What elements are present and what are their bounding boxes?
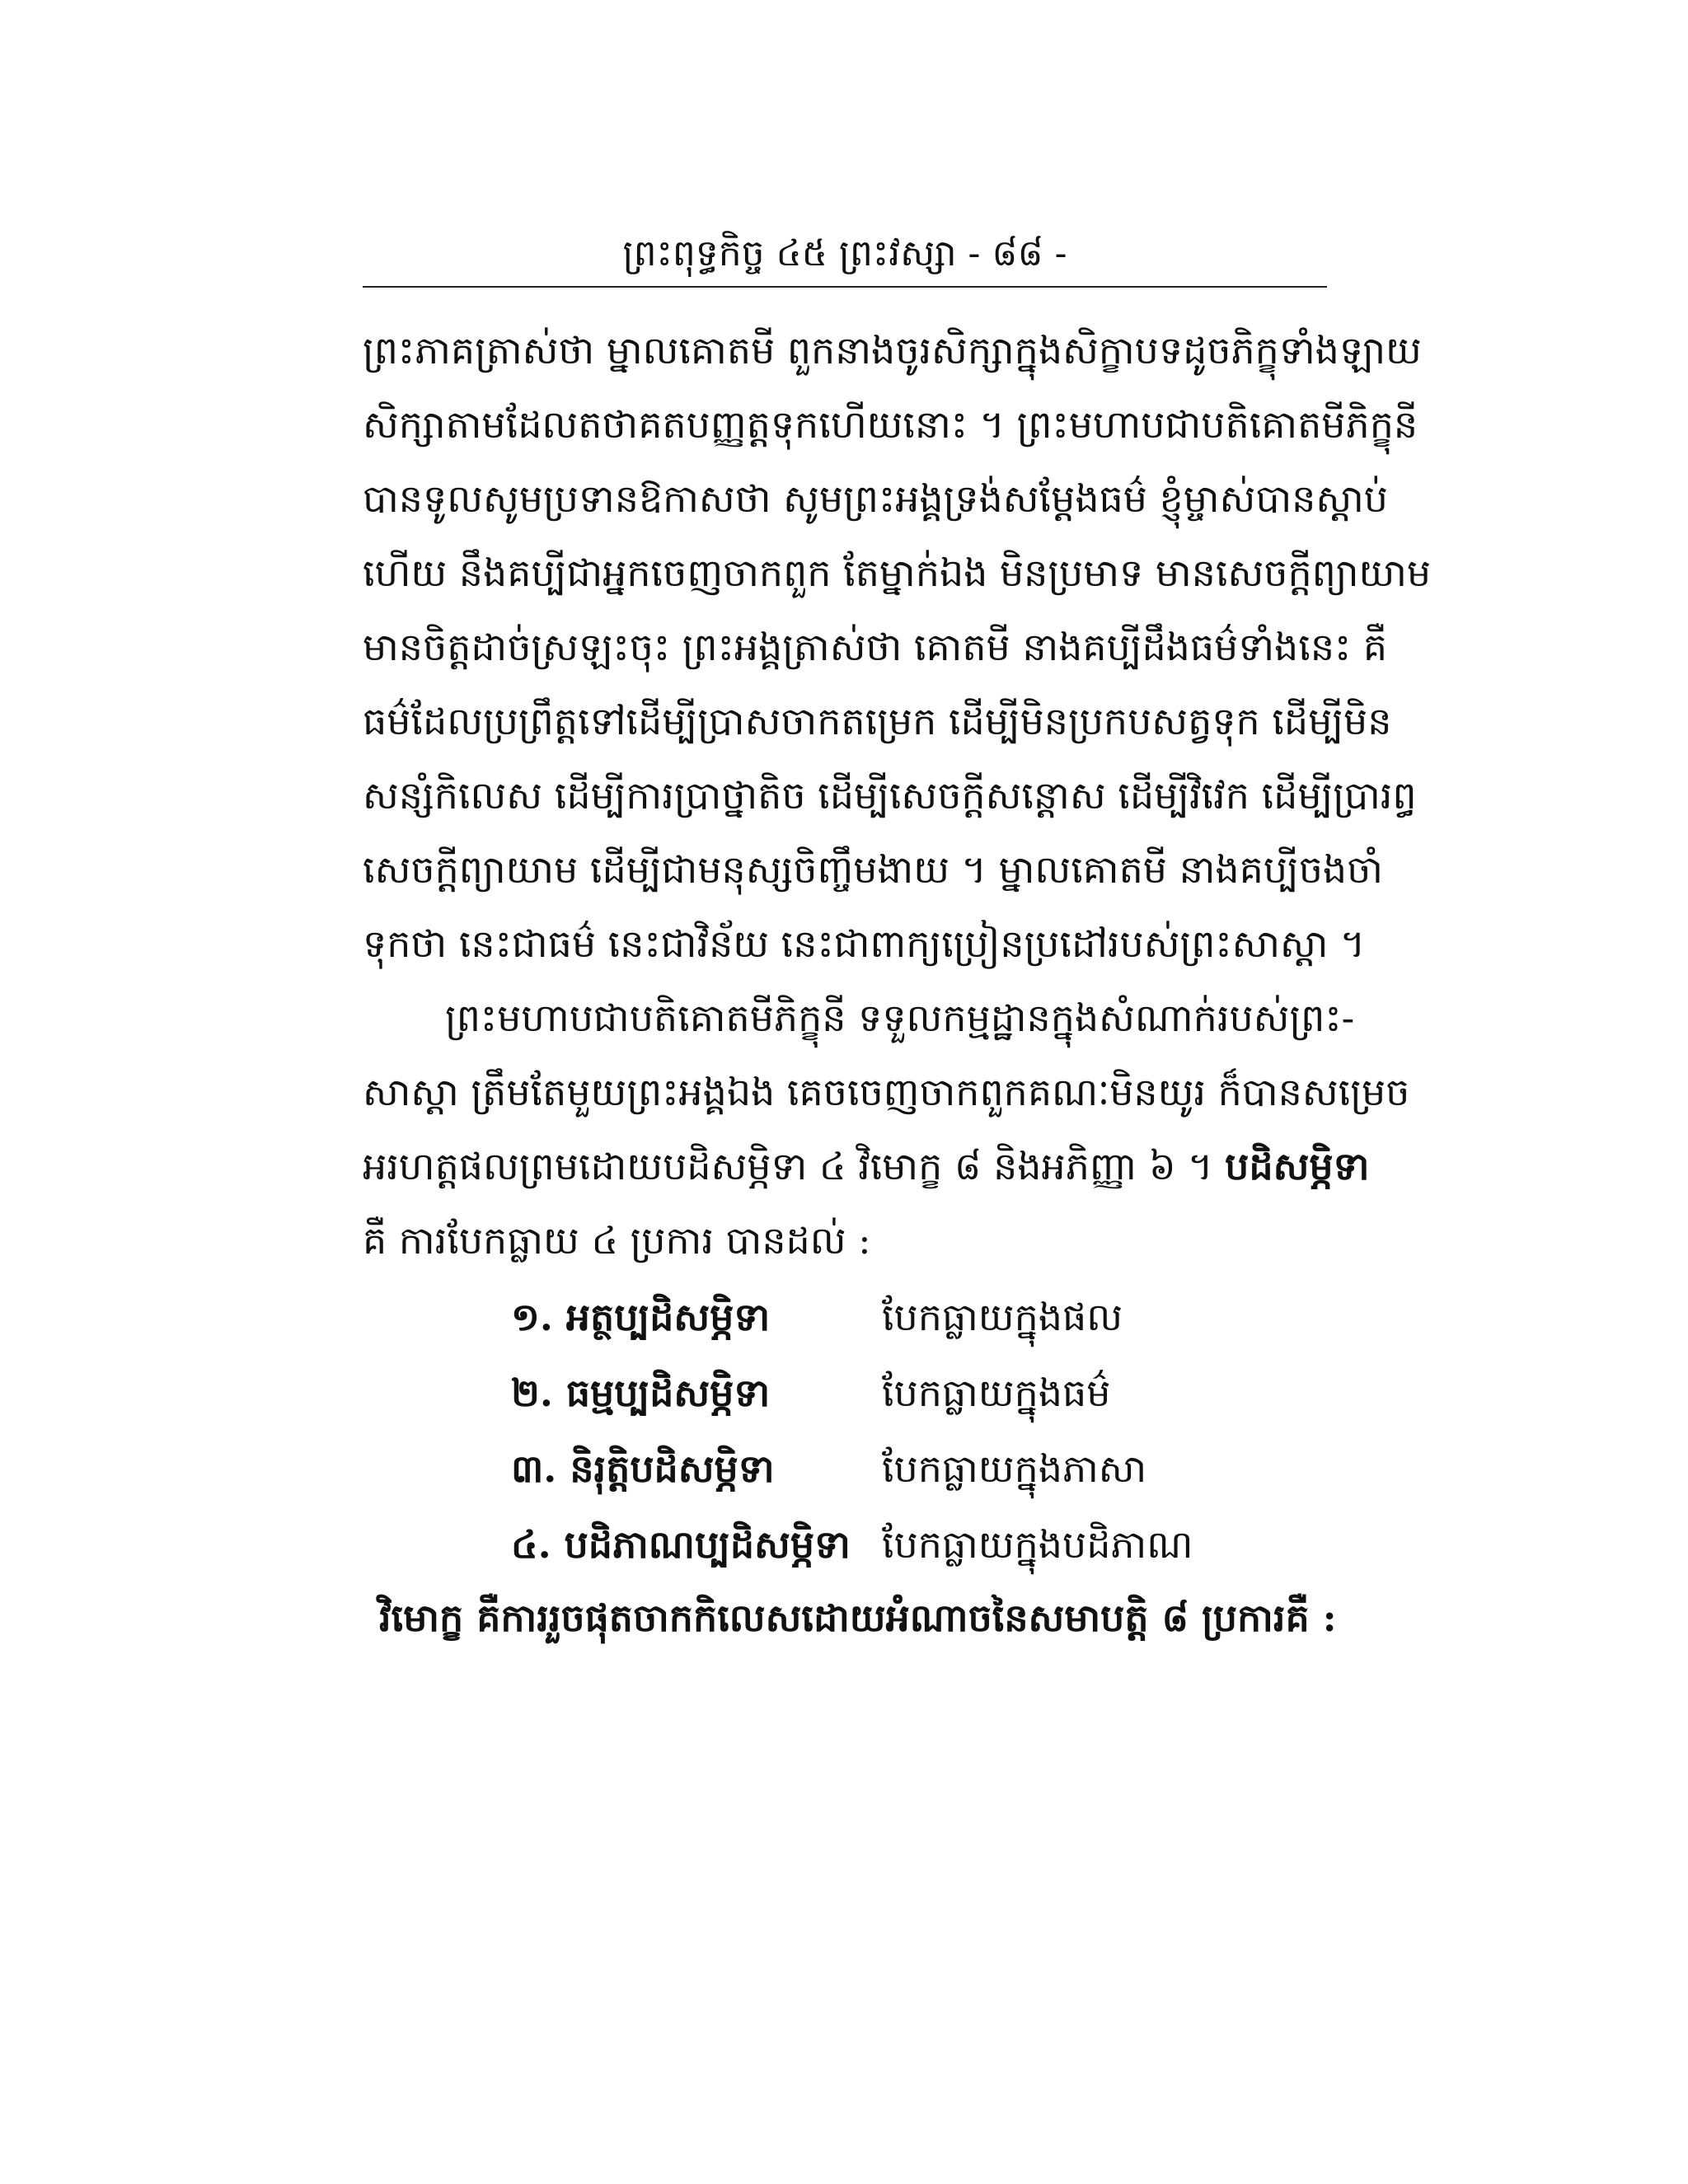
list-item xyxy=(511,1279,1253,1355)
page-header: ព្រះពុទ្ធកិច្ច ៤៥ ព្រះវស្សា - ៨៨ - xyxy=(622,232,1067,274)
paragraph-line: ធម៌ដែលប្រព្រឹត្តទៅដើម្បីប្រាសចាកតម្រេក ដើម្បីមិនប្រកបសត្វទុក ដើម្បីមិន xyxy=(363,699,1392,743)
paragraph-line: សន្សំកិលេស ដើម្បីការប្រាថ្នាតិច ដើម្បីសេចក្ដីសន្ដោស ដើម្បីវិវេក ដើម្បីប្រារព្ធ xyxy=(363,773,1417,818)
paragraph-line: បានទូលសូមប្រទានឱកាសថា សូមព្រះអង្គទ្រង់សម្ដែងធម៌ ខ្ញុំម្ចាស់បានស្ដាប់ xyxy=(363,476,1388,521)
list-term: ៣. និរុត្តិបដិសម្ភិទា xyxy=(511,1446,775,1491)
term-highlight: បដិសម្ភិទា xyxy=(1225,1144,1370,1188)
paragraph-line: ព្រះមហាបជាបតិគោតមីភិក្ខុនី ទទួលកម្មដ្ឋានក្នុងសំណាក់របស់ព្រះ- xyxy=(445,996,1355,1040)
paragraph-line: សេចក្ដីព្យាយាម ដើម្បីជាមនុស្សចិញ្ចឹមងាយ ។ ម្នាលគោតមី នាងគប្បីចងចាំ xyxy=(363,847,1383,892)
list-item xyxy=(511,1431,1253,1507)
closing-line: វិមោក្ខ គឺការរួចផុតចាកកិលេសដោយអំណាចនៃសមាបត្តិ ៨ ប្រការគឺ : xyxy=(379,1596,1337,1640)
numbered-list xyxy=(511,1279,1253,1582)
list-term: ៤. បដិភាណប្បដិសម្ភិទា xyxy=(511,1522,851,1567)
paragraph-line: គឺ ការបែកធ្លាយ ៤ ប្រការ បានដល់ : xyxy=(363,1218,871,1263)
paragraph-line: ព្រះភាគត្រាស់ថា ម្នាលគោតមី ពួកនាងចូរសិក្សាក្នុងសិក្ខាបទដូចភិក្ខុទាំងឡាយ xyxy=(363,328,1422,373)
paragraph-line: ហើយ នឹងគប្បីជាអ្នកចេញចាកពួក តែម្នាក់ឯង មិនប្រមាទ មានសេចក្ដីព្យាយាម xyxy=(363,551,1432,595)
list-definition: បែកធ្លាយក្នុងបដិភាណ xyxy=(882,1522,1193,1567)
list-term: ២. ធម្មប្បដិសម្ភិទា xyxy=(511,1371,771,1415)
list-term: ១. អត្ថប្បដិសម្ភិទា xyxy=(511,1295,771,1339)
list-item xyxy=(511,1355,1253,1431)
paragraph-line: មានចិត្តដាច់ស្រឡះចុះ ព្រះអង្គត្រាស់ថា គោតមី នាងគប្បីដឹងធម៌ទាំងនេះ គឺ xyxy=(363,625,1388,669)
list-item xyxy=(511,1507,1253,1582)
list-definition: បែកធ្លាយក្នុងធម៌ xyxy=(882,1371,1111,1415)
paragraph-line: ទុកថា នេះជាធម៌ នេះជាវិន័យ នេះជាពាក្យប្រៀនប្រដៅរបស់ព្រះសាស្ដា ។ xyxy=(363,921,1366,966)
header-divider xyxy=(363,286,1327,288)
list-definition: បែកធ្លាយក្នុងភាសា xyxy=(882,1446,1147,1491)
main-text xyxy=(363,313,1432,1277)
paragraph-line: សាស្ដា ត្រឹមតែមួយព្រះអង្គឯង គេចចេញចាកពួកគណៈមិនយូរ ក៏បានសម្រេច xyxy=(363,1070,1410,1114)
paragraph-line xyxy=(363,1129,1370,1203)
list-definition: បែកធ្លាយក្នុងផល xyxy=(882,1295,1123,1339)
paragraph-line: សិក្សាតាមដែលតថាគតបញ្ញត្តទុកហើយនោះ ។ ព្រះមហាបជាបតិគោតមីភិក្ខុនី xyxy=(363,402,1418,447)
paragraph-text: អរហត្តផលព្រមដោយបដិសម្ភិទា ៤ វិមោក្ខ ៨ និងអភិញ្ញា ៦ ។ xyxy=(363,1144,1226,1188)
